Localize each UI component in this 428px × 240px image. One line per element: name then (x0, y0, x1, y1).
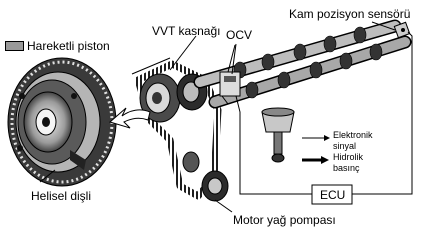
legend-swatch-moving-piston (5, 41, 24, 51)
signal-wiring (222, 32, 412, 194)
label-hydraulic-pressure: Hidrolik basınç (333, 152, 364, 173)
label-ocv: OCV (226, 28, 253, 42)
label-helical-gear: Helisel dişli (31, 189, 92, 203)
label-oil-pump: Motor yağ pompası (233, 213, 336, 227)
label-moving-piston: Hareketli piston (27, 39, 110, 53)
valve-piston (262, 108, 294, 162)
oil-pump-leader (215, 200, 232, 212)
vvt-pulley-exploded (8, 58, 116, 186)
label-cam-position-sensor: Kam pozisyon sensörü (289, 7, 411, 21)
label-ecu: ECU (320, 188, 346, 202)
label-vvt-pulley: VVT kasnağı (152, 24, 221, 38)
label-electronic-signal: Elektronik sinyal (333, 130, 373, 151)
legend-arrows (302, 135, 330, 164)
